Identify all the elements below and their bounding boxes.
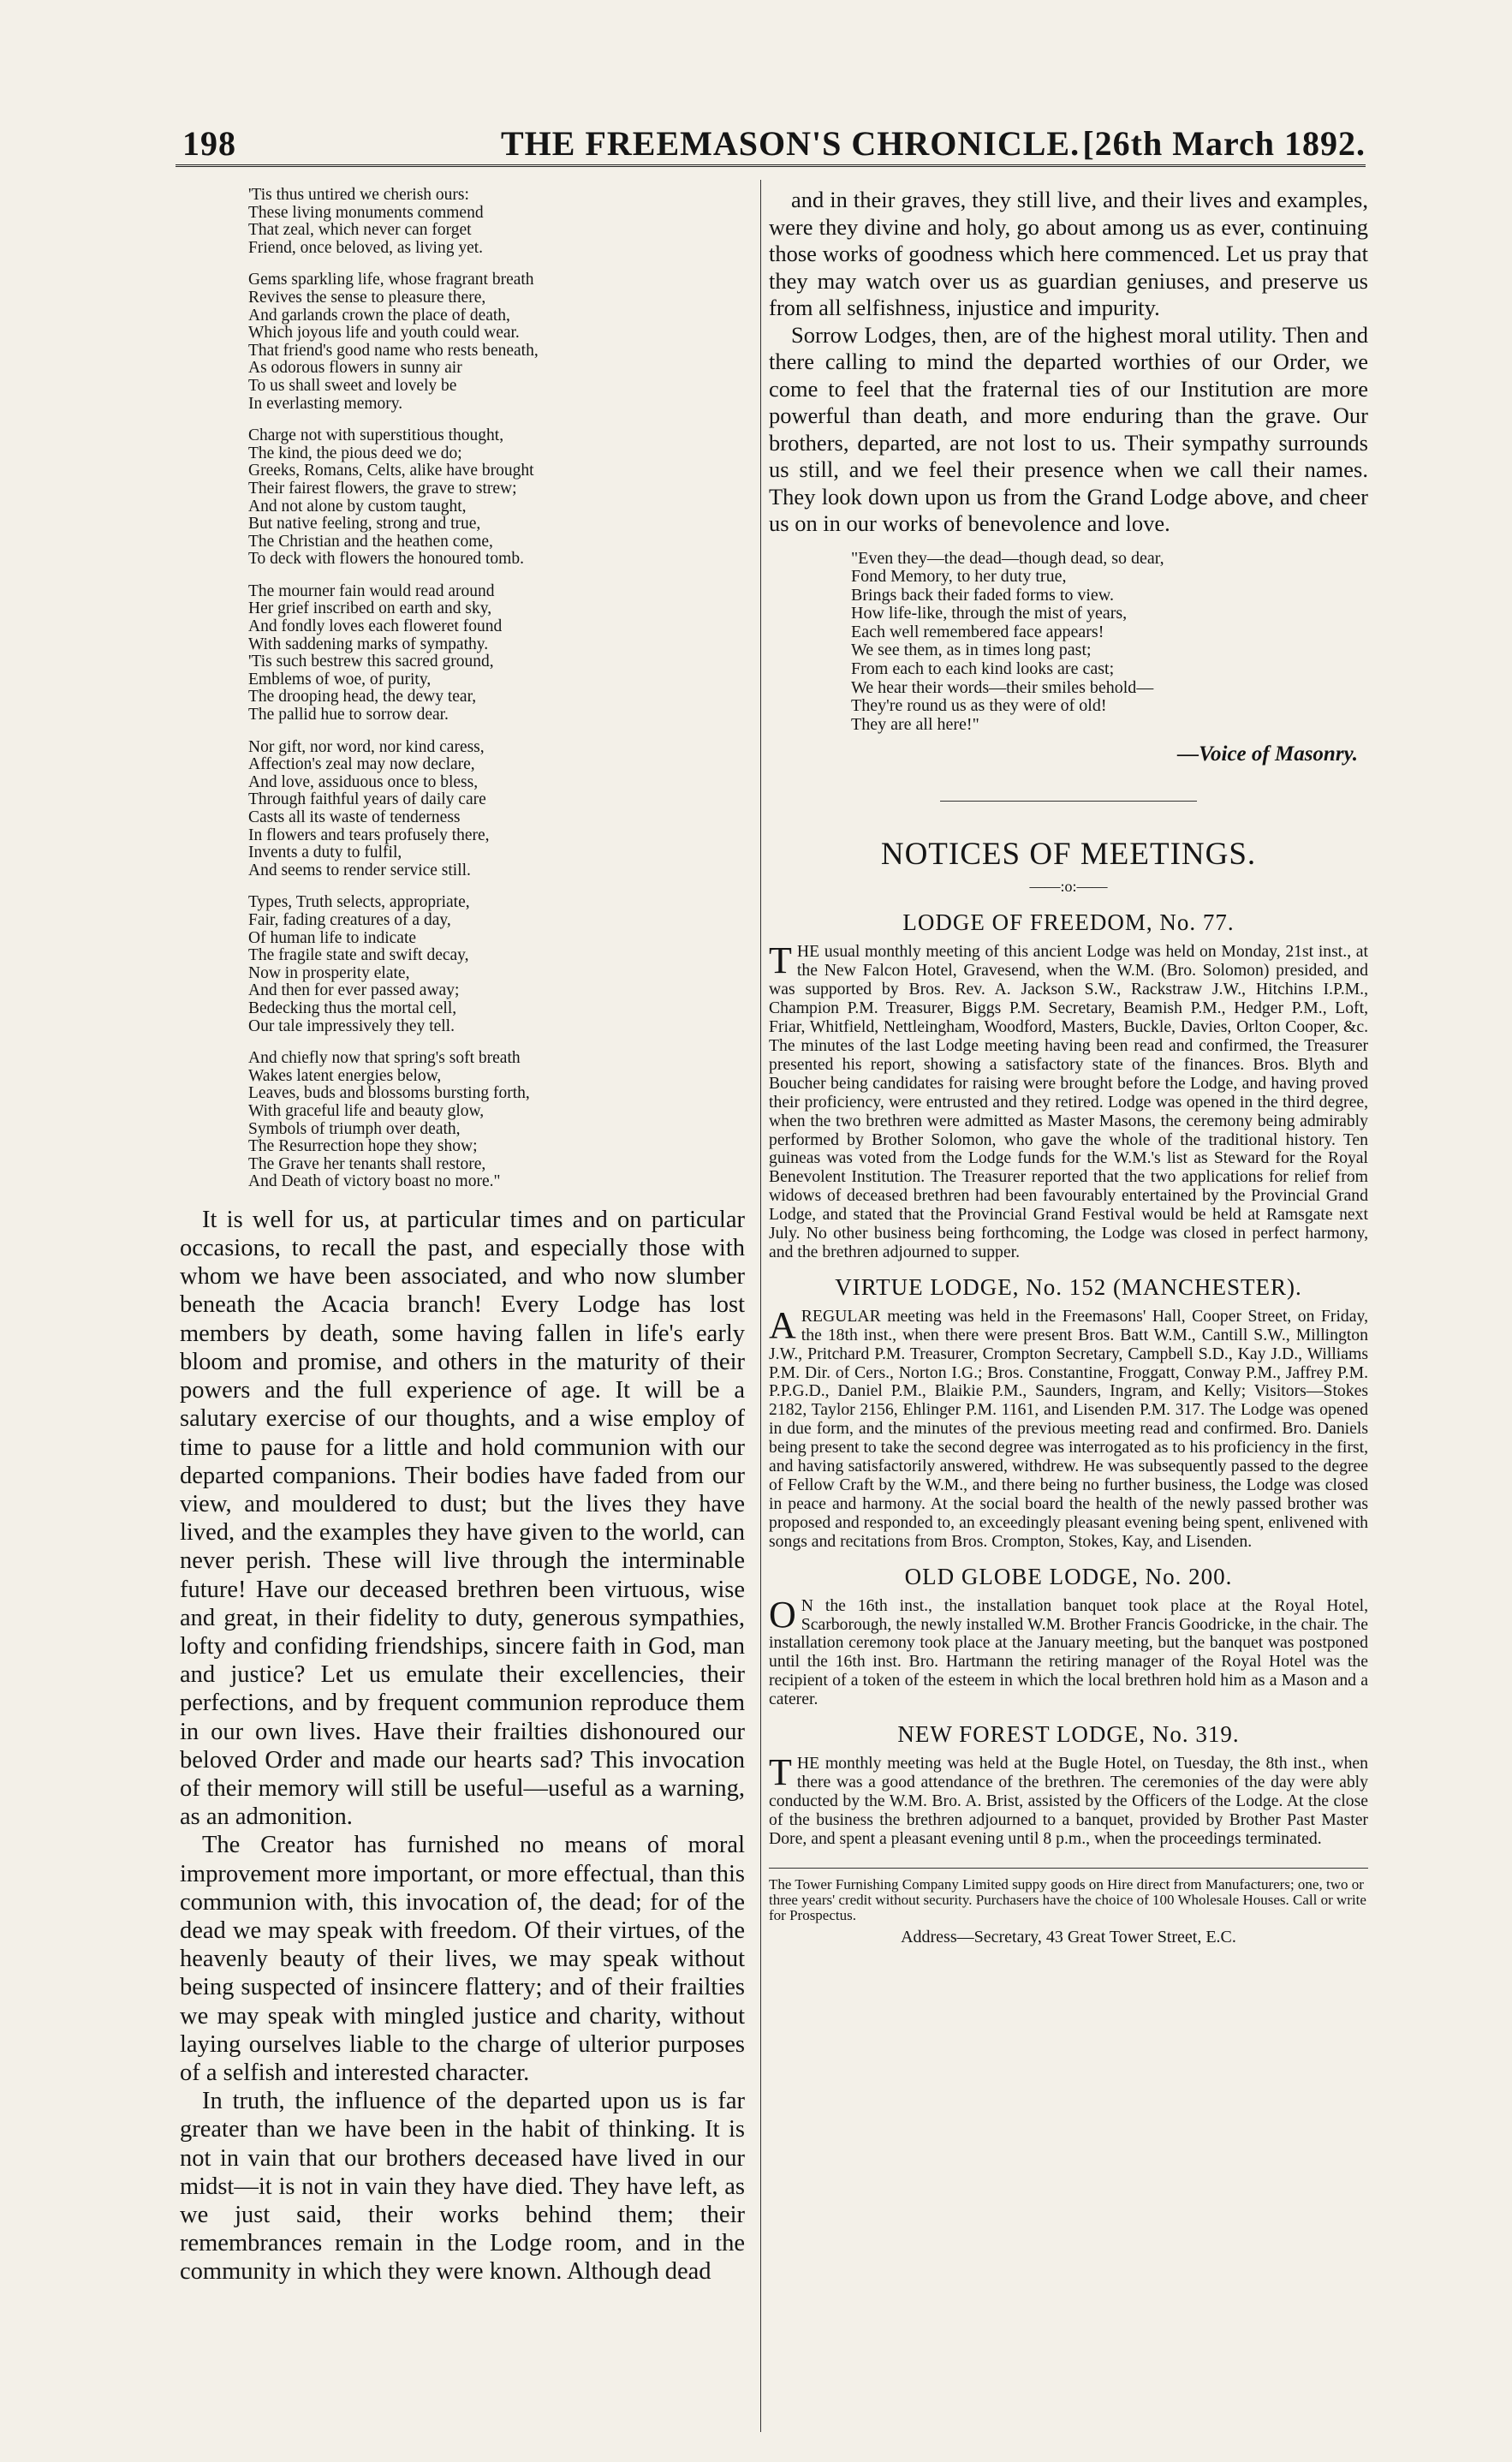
poem-line: And garlands crown the place of death, xyxy=(248,306,510,325)
poem-line: And seems to render service still. xyxy=(248,861,471,879)
drop-cap: O xyxy=(769,1593,796,1636)
section-rule xyxy=(940,801,1197,802)
header-rule xyxy=(176,164,1366,167)
poem-line: Now in prosperity elate, xyxy=(248,963,410,982)
poem-line: To us shall sweet and lovely be xyxy=(248,376,457,395)
lodge-report-text: HE monthly meeting was held at the Bugle Hotel, on Tuesday, the 8th inst., when there was a good attendance of the brethren. The ceremonies of the day were ably conducted by the W.M. Bro. A. Brist, assisted by the Officers of the Lodge. At the close of the business the brethren adjourned to a banquet, provided by Brother Past Master Dore, and spent a pleasant evening until 8 p.m., when the proceedings terminated. xyxy=(769,1754,1368,1848)
lodge-report-text: N the 16th inst., the installation banquet took place at the Royal Hotel, Scarborough, the newly installed W.M. Brother Francis Goodricke, in the chair. The installation ceremony took place at the January meeting, but the banquet was postponed until the 16th inst. Bro. Hartmann the retiring manager of the Royal Hotel was the recipient of a token of the esteem in which the local brethren hold him as a Mason and a caterer. xyxy=(769,1595,1368,1709)
paragraph: It is well for us, at particular times and on particular occasions, to recall the past, and especially those with whom we have been associated, and who now slumber beneath the Acacia branch! Every Lodge has lost members by death, some having fallen in life's early bloom and promise, and others in the maturity of their powers and the full experience of age. It will be a salutary exercise of our thoughts, and a wise employ of time to pause for a little and hold communion with our departed companions. Their bodies have faded from our view, and mouldered to dust; but the lives they have lived, and the examples they have given to the world, can never perish. These will live through the interminable future! Have our deceased brethren been virtuous, wise and great, in their fidelity to duty, generous sympathies, lofty and confiding friendships, sincere faith in God, man and justice? Let us emulate their excellencies, their perfections, and by frequent communion reproduce them in our own lives. Have their frailties dishonoured our beloved Order and made our hearts sad? This invocation of their memory will still be useful—useful as a warning, as an admonition. xyxy=(180,1206,745,1831)
lodge-report-text: HE usual monthly meeting of this ancient Lodge was held on Monday, 21st inst., at the New Falcon Hotel, Gravesend, when the W.M. (Bro. Solomon) presided, and was supported by Bros. Rev. A. Jackson S.W., Rackstraw J.W., Hitchins I.P.M., Champion P.M. Treasurer, Biggs P.M. Secretary, Beamish P.M., Hedger P.M., Loft, Friar, Whitfield, Nettleingham, Woodford, Masters, Buckle, Davies, Orlton Cooper, &c. The minutes of the last Lodge meeting having been read and confirmed, the Treasurer presented his report, showing a satisfactory state of the finances. Bros. Blyth and Boucher being candidates for raising were brought before the Lodge, and having proved their proficiency, were entrusted and they retired. Lodge was opened in the third degree, when the two brethren were admitted as Master Masons, the ceremony being admirably performed by Brother Solomon, who gave the whole of the traditional history. Ten guineas was voted from the Lodge funds for the W.M.'s list as Steward for the Royal Benevolent Institution. The Treasurer reported that the two applications for relief from widows of deceased brethren had been favourably entertained by the Provincial Grand Lodge, and stated that the Provincial Grand Festival would be held at Ramsgate next July. No other business being forthcoming, the Lodge was closed in perfect harmony, and the brethren adjourned to supper. xyxy=(769,942,1368,1261)
poem-line: Which joyous life and youth could wear. xyxy=(248,324,520,343)
poem-line: With saddening marks of sympathy. xyxy=(248,635,489,653)
poem-line: As odorous flowers in sunny air xyxy=(248,359,462,378)
notices-title: NOTICES OF MEETINGS. xyxy=(880,837,1257,873)
lodge-report-text: REGULAR meeting was held in the Freemasons' Hall, Cooper Street, on Friday, the 18th inst., when there were present Bros. Batt W.M., Cantill S.W., Millington J.W., Pritchard P.M. Treasurer, Crompton Secretary, Campbell S.D., Kay J.D., Williams P.M. Dir. of Cers., Norton I.G.; Bros. Constantine, Froggatt, Conway P.M., Jaffrey P.M. P.P.G.D., Daniel P.M., Blaikie P.M., Saunders, Ingram, and Kelly; Visitors—Stokes 2182, Taylor 2156, Ehlinger P.M. 1161, and Lisenden P.M. 317. The Lodge was opened in due form, and the minutes of the previous meeting read and confirmed. Bro. Daniels being present to take the second degree was interrogated as to his proficiency in the first, and having satisfactorily answered, withdrew. He was subsequently passed to the degree of Fellow Craft by the W.M., and there being no further business, the Lodge was closed in peace and harmony. At the social board the health of the newly passed brother was proposed and responded to, an exceedingly pleasant evening being spent, enlivened with songs and recitations from Bros. Crompton, Stokes, Kay, and Lisenden. xyxy=(769,1306,1368,1551)
advertisement: The Tower Furnishing Company Limited suppy goods on Hire direct from Manufacturers; one, two or three years' credit without security. Purchasers have the choice of 100 Wholesale Houses. Call or write for Prospectus. xyxy=(769,1875,1366,1924)
paragraph: The Creator has furnished no means of moral improvement more important, or more effectual, than this communion with, this invocation of, the dead; for of the dead we may speak with freedom. Of their virtues, of the heavenly beauty of their lives, we may speak without being suspected of insincere flattery; and of their frailties we may speak with mingled justice and charity, without laying ourselves liable to the charge of ulterior purposes of a selfish and interested character. xyxy=(180,1832,745,2086)
lodge-title: NEW FOREST LODGE, No. 319. xyxy=(897,1721,1240,1748)
quote-line: How life-like, through the mist of years, xyxy=(851,604,1128,623)
poem-line: Fair, fading creatures of a day, xyxy=(248,910,451,929)
publication-title: THE FREEMASON'S CHRONICLE. xyxy=(501,124,1080,163)
drop-cap: T xyxy=(769,939,792,982)
quote-line: We see them, as in times long past; xyxy=(851,641,1092,660)
poem-line: Gems sparkling life, whose fragrant breath xyxy=(248,271,534,289)
poem-stanza xyxy=(248,1050,745,1191)
lodge-reports xyxy=(769,909,1368,1848)
quote-attribution: —Voice of Masonry. xyxy=(1177,742,1358,766)
poem-line: Charge not with superstitious thought, xyxy=(248,426,504,445)
poem-line: The pallid hue to sorrow dear. xyxy=(248,706,449,724)
paragraph: Sorrow Lodges, then, are of the highest moral utility. Then and there calling to mind the departed worthies of our Order, we come to feel that the fraternal ties of our Institution are more powerful than death, and more enduring than the grave. Our brothers, departed, are not lost to us. Their sympathy surrounds us still, and we feel their presence when we call their names. They look down upon us from the Grand Lodge above, and cheer us on in our works of benevolence and love. xyxy=(769,321,1368,536)
poem-line: Wakes latent energies below, xyxy=(248,1066,442,1085)
poem-line: To deck with flowers the honoured tomb. xyxy=(248,550,524,569)
lodge-report xyxy=(769,1593,1368,1709)
section-ornament: ——:o:—— xyxy=(1029,878,1108,896)
right-article-text xyxy=(769,187,1368,538)
poem-stanza xyxy=(248,271,745,413)
lodge-title: VIRTUE LODGE, No. 152 (MANCHESTER). xyxy=(835,1273,1302,1300)
issue-date: [26th March 1892. xyxy=(1082,124,1366,163)
poem-line: Of human life to indicate xyxy=(248,928,417,947)
lodge-title: OLD GLOBE LODGE, No. 200. xyxy=(904,1563,1233,1589)
lodge-title: LODGE OF FREEDOM, No. 77. xyxy=(902,909,1235,936)
poem xyxy=(248,187,745,1191)
poem-line: Greeks, Romans, Celts, alike have brought xyxy=(248,462,534,480)
poem-line: Leaves, buds and blossoms bursting forth, xyxy=(248,1084,530,1103)
closing-quote xyxy=(851,550,1368,735)
quote-line: Each well remembered face appears! xyxy=(851,622,1104,641)
poem-line: Symbols of triumph over death, xyxy=(248,1119,461,1138)
quote-line: Brings back their faded forms to view. xyxy=(851,585,1114,605)
quote-line: They're round us as they were of old! xyxy=(851,696,1107,716)
quote-line: From each to each kind looks are cast; xyxy=(851,659,1115,679)
poem-line: Friend, once beloved, as living yet. xyxy=(248,238,484,257)
poem-line: Nor gift, nor word, nor kind caress, xyxy=(248,737,485,756)
poem-line: Casts all its waste of tenderness xyxy=(248,808,461,826)
poem-line: And not alone by custom taught, xyxy=(248,497,467,516)
poem-stanza xyxy=(248,739,745,880)
lodge-report xyxy=(769,939,1368,1261)
poem-line: That friend's good name who rests beneath, xyxy=(248,341,539,360)
page-header xyxy=(176,123,1366,163)
poem-line: These living monuments commend xyxy=(248,203,484,222)
poem-line: Revives the sense to pleasure there, xyxy=(248,288,486,307)
right-column xyxy=(769,187,1368,1947)
poem-line: And fondly loves each floweret found xyxy=(248,617,503,636)
poem-line: With graceful life and beauty glow, xyxy=(248,1101,485,1120)
poem-line: And love, assiduous once to bless, xyxy=(248,772,479,791)
poem-line: The Christian and the heathen come, xyxy=(248,532,493,551)
advertisement-address: Address—Secretary, 43 Great Tower Street, E.C. xyxy=(901,1927,1236,1946)
poem-line: Her grief inscribed on earth and sky, xyxy=(248,599,492,618)
quote-line: "Even they—the dead—though dead, so dear, xyxy=(851,548,1164,568)
poem-line: Bedecking thus the mortal cell, xyxy=(248,999,457,1017)
poem-line: Through faithful years of daily care xyxy=(248,790,486,809)
poem-line: And then for ever passed away; xyxy=(248,981,460,1000)
poem-line: Types, Truth selects, appropriate, xyxy=(248,893,470,912)
left-column xyxy=(180,187,745,2286)
lodge-report xyxy=(769,1751,1368,1849)
poem-line: And chiefly now that spring's soft breath xyxy=(248,1049,521,1068)
lodge-report xyxy=(769,1303,1368,1552)
page-number: 198 xyxy=(182,124,236,163)
column-divider xyxy=(760,180,761,2432)
poem-stanza xyxy=(248,427,745,569)
poem-line: The Resurrection hope they show; xyxy=(248,1137,478,1156)
paragraph: and in their graves, they still live, and their lives and examples, were they divine and holy, go about among us as ever, continuing those works of goodness which here commenced. Let us pray that they may watch over us as guardian geniuses, and preserve us from all selfishness, injustice and impurity. xyxy=(769,187,1368,320)
quote-line: They are all here!" xyxy=(851,714,979,734)
poem-line: And Death of victory boast no more." xyxy=(248,1172,501,1191)
poem-line: The mourner fain would read around xyxy=(248,581,495,600)
poem-line: Invents a duty to fulfil, xyxy=(248,844,402,862)
poem-line: Affection's zeal may now declare, xyxy=(248,755,475,774)
quote-line: Fond Memory, to her duty true, xyxy=(851,567,1067,587)
quote-line: We hear their words—their smiles behold— xyxy=(851,677,1154,697)
poem-line: 'Tis thus untired we cherish ours: xyxy=(248,187,469,204)
poem-line: Our tale impressively they tell. xyxy=(248,1016,455,1035)
left-article-text xyxy=(180,1206,745,2286)
poem-line: The drooping head, the dewy tear, xyxy=(248,688,477,706)
poem-line: Emblems of woe, of purity, xyxy=(248,670,432,689)
poem-line: That zeal, which never can forget xyxy=(248,221,472,240)
poem-line: Their fairest flowers, the grave to strew; xyxy=(248,479,517,498)
poem-line: In flowers and tears profusely there, xyxy=(248,826,490,844)
paragraph: In truth, the influence of the departed upon us is far greater than we have been in the habit of thinking. It is not in vain that our brothers deceased have lived in our midst—it is not in vain they have died. They have left, as we just said, their works behind them; their remembrances remain in the Lodge room, and in the community in which they were known. Although dead xyxy=(180,2088,745,2286)
poem-stanza xyxy=(248,894,745,1035)
poem-stanza xyxy=(248,187,745,257)
advert-rule xyxy=(769,1868,1368,1869)
drop-cap: T xyxy=(769,1751,792,1794)
poem-line: But native feeling, strong and true, xyxy=(248,515,481,534)
poem-line: The Grave her tenants shall restore, xyxy=(248,1154,486,1173)
poem-stanza xyxy=(248,583,745,724)
poem-line: In everlasting memory. xyxy=(248,394,403,413)
poem-line: The fragile state and swift decay, xyxy=(248,946,469,965)
poem-line: 'Tis such bestrew this sacred ground, xyxy=(248,653,494,671)
poem-line: The kind, the pious deed we do; xyxy=(248,444,462,462)
drop-cap: A xyxy=(769,1303,796,1346)
